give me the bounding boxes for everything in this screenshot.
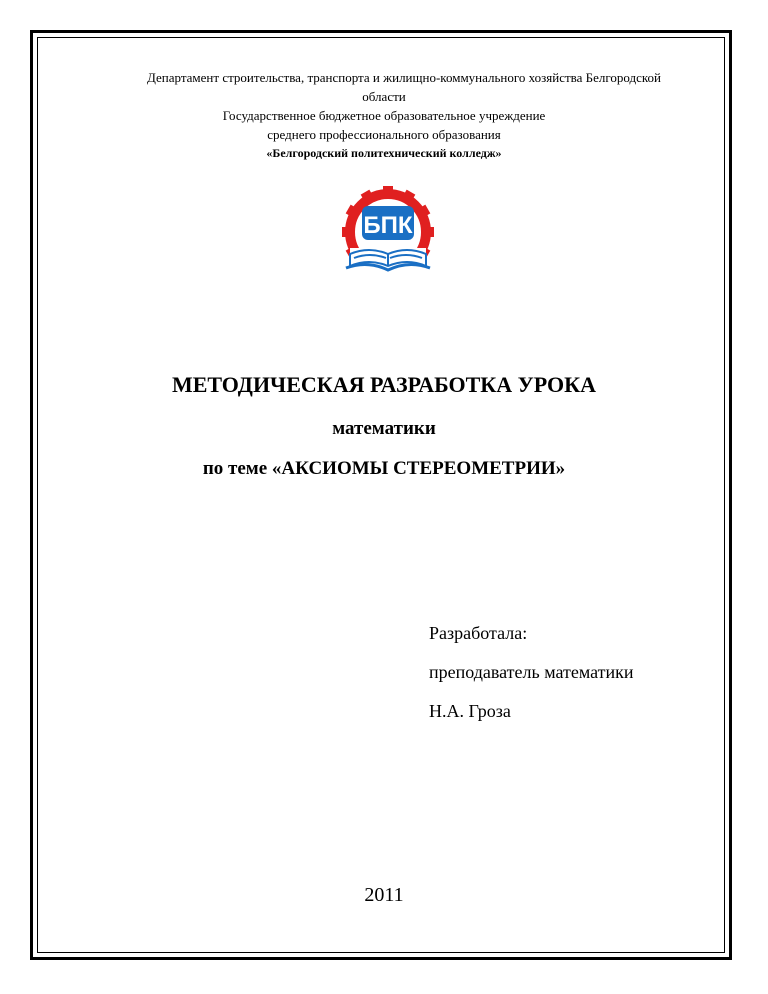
page-border — [30, 30, 732, 960]
document-subject: математики — [332, 418, 436, 439]
author-name: Н.А. Гроза — [429, 701, 511, 721]
document-topic: по теме «АКСИОМЫ СТЕРЕОМЕТРИИ» — [202, 458, 566, 479]
college-name: «Белгородский политехнический колледж» — [266, 146, 502, 160]
document-title: МЕТОДИЧЕСКАЯ РАЗРАБОТКА УРОКА — [171, 372, 597, 397]
author-block — [429, 614, 634, 731]
department-name-cont: области — [362, 89, 406, 104]
college-logo-graphic — [336, 186, 440, 280]
author-position: преподаватель математики — [429, 662, 634, 682]
college-logo — [336, 186, 440, 280]
author-label: Разработала: — [429, 623, 528, 643]
institution-line-2: среднего профессионального образования — [267, 127, 501, 142]
department-name: Департамент строительства, транспорта и жилищно-коммунального хозяйства Белгородской — [146, 70, 662, 85]
page-border-inner — [37, 37, 725, 953]
document-header — [0, 68, 768, 163]
institution-line-1: Государственное бюджетное образовательное учреждение — [222, 108, 546, 123]
logo-letters: БПК — [363, 212, 413, 239]
document-year: 2011 — [364, 884, 404, 906]
